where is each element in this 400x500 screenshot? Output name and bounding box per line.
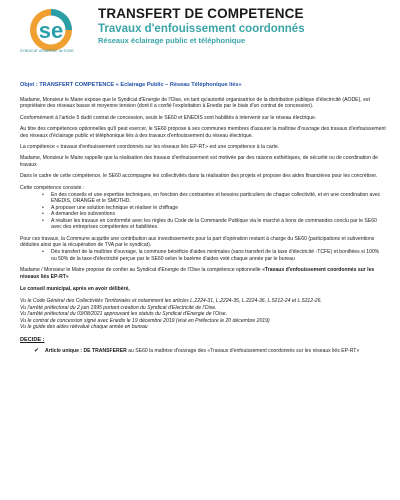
document-subtitle: Travaux d'enfouissement coordonnés (98, 23, 305, 35)
considering-block (20, 298, 386, 330)
article-label: Article unique : DE TRANSFERER (45, 348, 127, 355)
paragraph: Madame, Monsieur le Maire expose que le Syndicat d'Energie de l'Oise, en tant qu'autorité organisatrice de la distribution publique d'électricité (AODE), est propriétaire des réseaux basse et moyenne tension (dont il a confié l'exploitation à Enedis par le biais d'un contrat de concession). (20, 97, 370, 110)
considering-line: Vu le Code Général des Collectivités Territoriales et notamment les articles L.2224-31, L.2224-35, L.2224-36, L.5212-24 et L.5212-26. (20, 298, 322, 305)
document-subtitle-secondary: Réseaux éclairage public et téléphonique (98, 36, 246, 45)
list-item: • A réaliser les travaux en conformité avec les règles du Code de la Commande Publique via le marché à bons de commandes conclu par le SE60 avec des entreprises compétentes et habilitées. (42, 218, 386, 231)
paragraph: Cette compétence consiste : (20, 184, 85, 191)
article-unique (34, 348, 386, 354)
council-line: Le conseil municipal, après en avoir délibéré, (20, 285, 130, 292)
objet-line: Objet : TRANSFERT COMPETENCE « Eclairage Public – Réseau Téléphonique liés» (20, 82, 242, 88)
checkmark-icon: ✔ (34, 348, 40, 355)
list-item: • Dès transfert de la maîtrise d'ouvrage, la commune bénéficie d'aides minimales (sans transfert de la taxe d'électricité -TCFE) et bonifiées si 100% ou 50% de la taxe d'électricité perçue par le SE60 selon le barème d'aides voté chaque année par le bureau (42, 249, 386, 262)
svg-text:se: se (38, 18, 64, 43)
title-block (98, 6, 305, 45)
article-text: au SE60 la maîtrise d'ouvrage des «Travaux d'enfouissement coordonnés sur les réseaux liés EP-RT» (128, 348, 360, 355)
list-item: • A demander les subventions (42, 211, 386, 217)
logo-subtitle: SYNDICAT d'ÉNERGIE de l'OISE (20, 49, 74, 53)
proposal-competence: «Travaux d'enfouissement coordonnés sur les réseaux liés EP-RT» (20, 267, 375, 280)
considering-line: Vu le contrat de concession signé avec Enedis le 19 décembre 2019 (visé en Préfecture le 20 décembre 2019) (20, 317, 270, 324)
considering-line: Vu l'arrêté préfectoral du 2 juin 1995 portant création du Syndicat d'Electricité de l'Oise. (20, 304, 217, 311)
competence-list (42, 192, 386, 230)
considering-line: Vu l'arrêté préfectoral du 03/08/2021 approuvant les statuts du Syndicat d'Energie de l'Oise. (20, 311, 227, 318)
document-title: TRANSFERT DE COMPETENCE (98, 6, 304, 21)
paragraph: Pour ces travaux, la Commune acquitte une contribution aux investissements pour la part d'opération restant à charge du SE60 (participations et subventions déduites ainsi que la récupération de TVA par le syndicat). (20, 235, 375, 248)
list-item: • En des conseils et une expertise techniques, en fonction des contraintes et besoins particuliers de chaque collectivité, et en une coordination avec ENEDIS, ORANGE et le SMOTHD. (42, 192, 386, 205)
paragraph: Au titre des compétences optionnelles qu'il peut exercer, le SE60 propose à ses communes membres d'assurer la maîtrise d'ouvrage des travaux d'enfouissement des réseaux d'éclairage public et téléphonique liés à des travaux d'enfouissement du réseau électrique. (20, 126, 386, 139)
document-body (20, 97, 386, 330)
decide-heading: DECIDE : (20, 337, 45, 344)
fee-list (42, 249, 386, 262)
document-header (20, 6, 386, 62)
list-item: • A proposer une solution technique et réaliser le chiffrage (42, 205, 386, 211)
considering-line: Vu le guide des aides réévalué chaque année en bureau (20, 323, 148, 330)
paragraph: La compétence « travaux d'enfouissement coordonnés sur les réseaux liés EP-RT» est une compétence à la carte. (20, 144, 280, 151)
proposal-text: Madame / Monsieur le Maire propose de confier au Syndicat d'Energie de l'Oise la compétence optionnelle (20, 267, 261, 274)
paragraph: Madame, Monsieur le Maire rappelle que la réalisation des travaux d'enfouissement est motivée par des raisons esthétiques, de sécurité ou de coordination de travaux (20, 155, 379, 168)
paragraph: Dans le cadre de cette compétence, le SE60 accompagne les collectivités dans la réalisation des projets et propose des aides financières pour les concrétiser. (20, 173, 378, 180)
paragraph: Conformément à l'article 5 dudit contrat de concession, seuls le SE60 et ENEDIS sont habilités à intervenir sur le réseau électrique. (20, 114, 317, 121)
proposal-paragraph (20, 267, 386, 280)
